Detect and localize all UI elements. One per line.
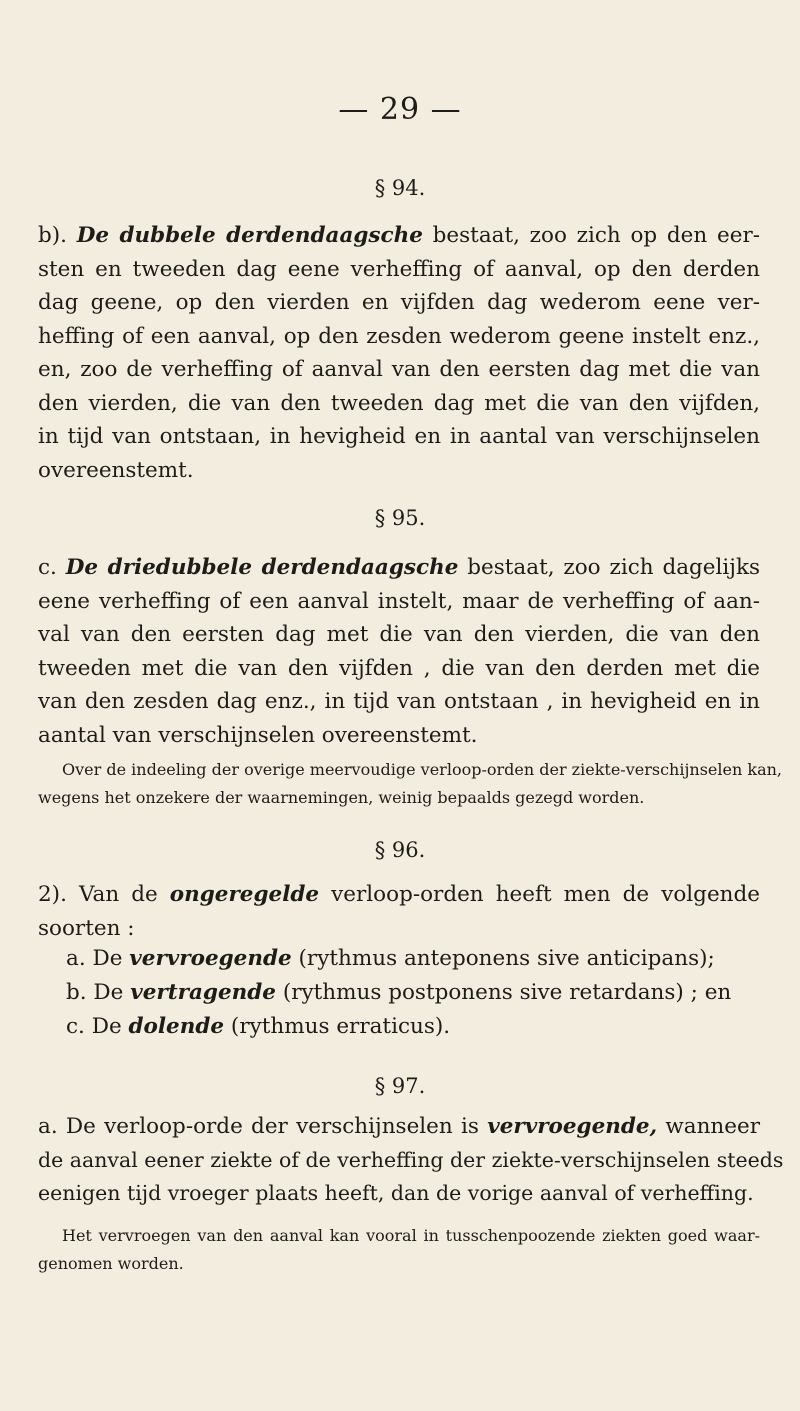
text-line: den vierden, die van den tweeden dag met die van den vijfden, <box>38 390 760 416</box>
section-heading-94: § 94. <box>374 176 426 200</box>
text-line: van den zesden dag enz., in tijd van ontstaan , in hevigheid en in <box>38 689 760 714</box>
page-number: — 29 — <box>338 92 462 127</box>
paragraph-94 <box>38 219 760 487</box>
text-line: eene verheffing of een aanval instelt, maar de verheffing of aan- <box>38 588 760 614</box>
text-line: c. De driedubbele derdendaagsche bestaat, zoo zich dagelijks <box>38 555 761 580</box>
note-line: wegens het onzekere der waarnemingen, weinig bepaalds gezegd worden. <box>38 788 645 807</box>
text-line: a. De verloop-orde der verschijnselen is vervroegende, wanneer <box>38 1114 760 1139</box>
text-line: de aanval eener ziekte of de verheffing der ziekte-verschijnselen steeds <box>38 1147 784 1172</box>
text-line: dag geene, op den vierden en vijfden dag wederom eene ver- <box>38 290 760 315</box>
footnote-97 <box>38 1222 760 1278</box>
text-line: soorten : <box>38 915 135 941</box>
section-heading-95: § 95. <box>374 506 426 530</box>
paragraph-95 <box>38 551 760 752</box>
text-line: overeenstemt. <box>38 457 194 483</box>
section-heading-97: § 97. <box>374 1074 426 1098</box>
text-line: 2). Van de ongeregelde verloop-orden heeft men de volgende <box>38 882 761 907</box>
text-line: eenigen tijd vroeger plaats heeft, dan de vorige aanval of verheffing. <box>38 1181 754 1205</box>
text-line: en, zoo de verheffing of aanval van den eersten dag met die van <box>38 357 760 382</box>
text-line: b). De dubbele derdendaagsche bestaat, zoo zich op den eer- <box>38 223 760 248</box>
text-line: aantal van verschijnselen overeenstemt. <box>38 722 478 748</box>
list-item-c: c. De dolende (rythmus erraticus). <box>66 1014 451 1039</box>
text-line: tweeden met die van den vijfden , die van den derden met die <box>38 655 760 681</box>
section-heading-96: § 96. <box>374 838 426 862</box>
note-line: Over de indeeling der overige meervoudige verloop-orden der ziekte-verschijnselen kan, <box>62 760 782 779</box>
footnote-95 <box>38 756 782 812</box>
text-line: in tijd van ontstaan, in hevigheid en in aantal van verschijnselen <box>38 424 760 449</box>
list-item-b: b. De vertragende (rythmus postponens sive retardans) ; en <box>66 980 732 1005</box>
note-line: genomen worden. <box>38 1254 184 1273</box>
paragraph-97 <box>38 1110 784 1211</box>
list-item-a: a. De vervroegende (rythmus anteponens sive anticipans); <box>66 946 715 971</box>
text-line: sten en tweeden dag eene verheffing of aanval, op den derden <box>38 256 760 282</box>
text-line: heffing of een aanval, op den zesden wederom geene instelt enz., <box>38 323 760 349</box>
paragraph-96 <box>38 878 760 945</box>
text-line: val van den eersten dag met die van den vierden, die van den <box>38 622 760 647</box>
note-line: Het vervroegen van den aanval kan vooral in tusschenpoozende ziekten goed waar- <box>62 1226 760 1245</box>
